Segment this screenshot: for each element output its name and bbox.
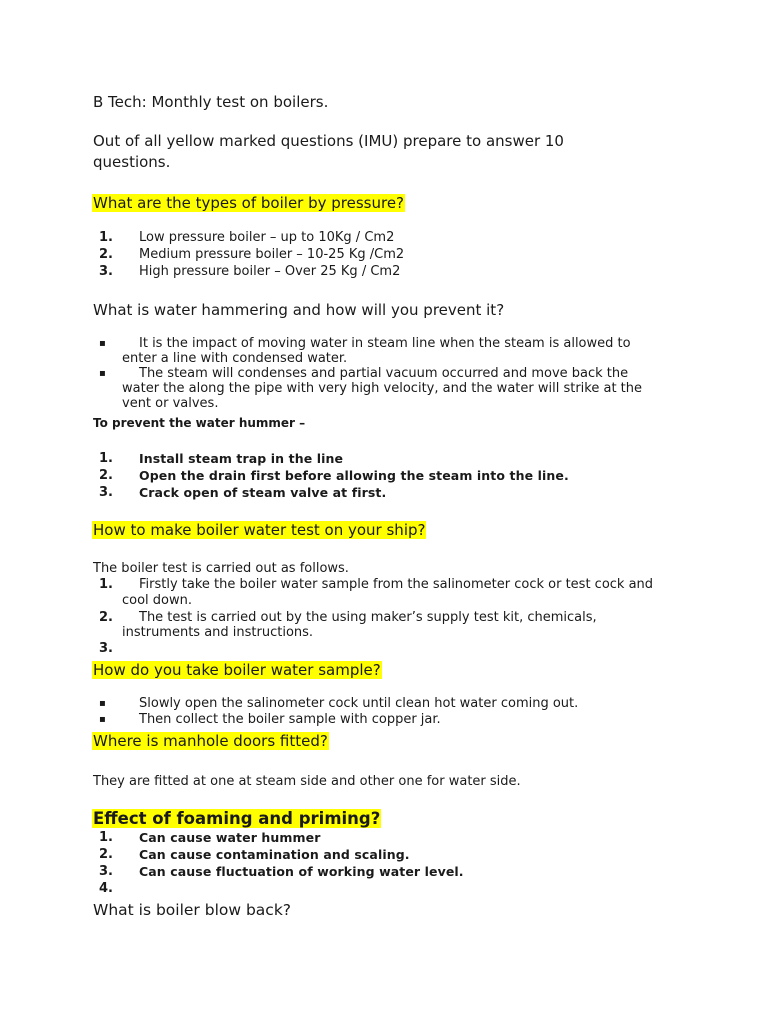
list-number: 3. <box>99 485 113 500</box>
list-item-line: The test is carried out by the using maker’s supply test kit, chemicals, <box>139 610 597 625</box>
list-item: Can cause water hummer <box>139 830 321 845</box>
list-item-line: It is the impact of moving water in steam line when the steam is allowed to <box>139 336 631 351</box>
answer-text: They are fitted at one at steam side and other one for water side. <box>93 774 521 789</box>
highlighted-text: What are the types of boiler by pressure? <box>93 194 405 212</box>
list-item: Can cause fluctuation of working water level. <box>139 864 464 879</box>
list-number: 4. <box>99 881 113 896</box>
list-item-line: vent or valves. <box>122 396 219 411</box>
list-number: 2. <box>99 610 113 625</box>
list-item: Crack open of steam valve at first. <box>139 485 387 500</box>
highlighted-text: How to make boiler water test on your ship? <box>93 521 426 539</box>
highlighted-text: Where is manhole doors fitted? <box>93 732 328 750</box>
highlighted-text: Effect of foaming and priming? <box>93 809 381 828</box>
list-number: 1. <box>99 577 113 592</box>
list-number: 2. <box>99 847 113 862</box>
list-item: Low pressure boiler – up to 10Kg / Cm2 <box>139 230 395 245</box>
intro-line-1: Out of all yellow marked questions (IMU) prepare to answer 10 <box>93 132 564 150</box>
list-item: Slowly open the salinometer cock until clean hot water coming out. <box>139 696 579 711</box>
bullet-icon: ▪ <box>99 338 106 349</box>
list-number: 1. <box>99 230 113 245</box>
list-item: Can cause contamination and scaling. <box>139 847 410 862</box>
bullet-icon: ▪ <box>99 368 106 379</box>
list-item-line: Firstly take the boiler water sample from the salinometer cock or test cock and <box>139 577 654 592</box>
list-number: 2. <box>99 247 113 262</box>
question-heading: What is boiler blow back? <box>93 901 292 919</box>
question-heading <box>92 731 329 751</box>
bullet-icon: ▪ <box>99 698 106 709</box>
question-heading <box>92 660 382 680</box>
doc-title: B Tech: Monthly test on boilers. <box>93 93 329 111</box>
prevent-label: To prevent the water hummer – <box>93 416 306 430</box>
list-item: Open the drain first before allowing the steam into the line. <box>139 468 569 483</box>
list-item-line: instruments and instructions. <box>122 625 314 640</box>
question-heading <box>92 520 426 540</box>
question-heading <box>92 808 381 830</box>
list-item: Then collect the boiler sample with copper jar. <box>139 712 441 727</box>
list-item-line: cool down. <box>122 593 193 608</box>
list-item-line: enter a line with condensed water. <box>122 351 348 366</box>
list-number: 2. <box>99 468 113 483</box>
list-number: 1. <box>99 830 113 845</box>
list-number: 3. <box>99 864 113 879</box>
intro-line-2: questions. <box>93 153 171 171</box>
highlighted-text: How do you take boiler water sample? <box>93 661 381 679</box>
list-item: Install steam trap in the line <box>139 451 344 466</box>
bullet-icon: ▪ <box>99 714 106 725</box>
list-item-line: water the along the pipe with very high velocity, and the water will strike at the <box>122 381 643 396</box>
question-heading: What is water hammering and how will you prevent it? <box>93 301 505 319</box>
list-number: 3. <box>99 264 113 279</box>
list-item: High pressure boiler – Over 25 Kg / Cm2 <box>139 264 401 279</box>
list-item-line: The steam will condenses and partial vacuum occurred and move back the <box>139 366 629 381</box>
list-number: 1. <box>99 451 113 466</box>
list-item: Medium pressure boiler – 10-25 Kg /Cm2 <box>139 247 405 262</box>
list-number: 3. <box>99 641 113 656</box>
question-heading <box>92 193 405 213</box>
lead-text: The boiler test is carried out as follows. <box>93 561 349 576</box>
